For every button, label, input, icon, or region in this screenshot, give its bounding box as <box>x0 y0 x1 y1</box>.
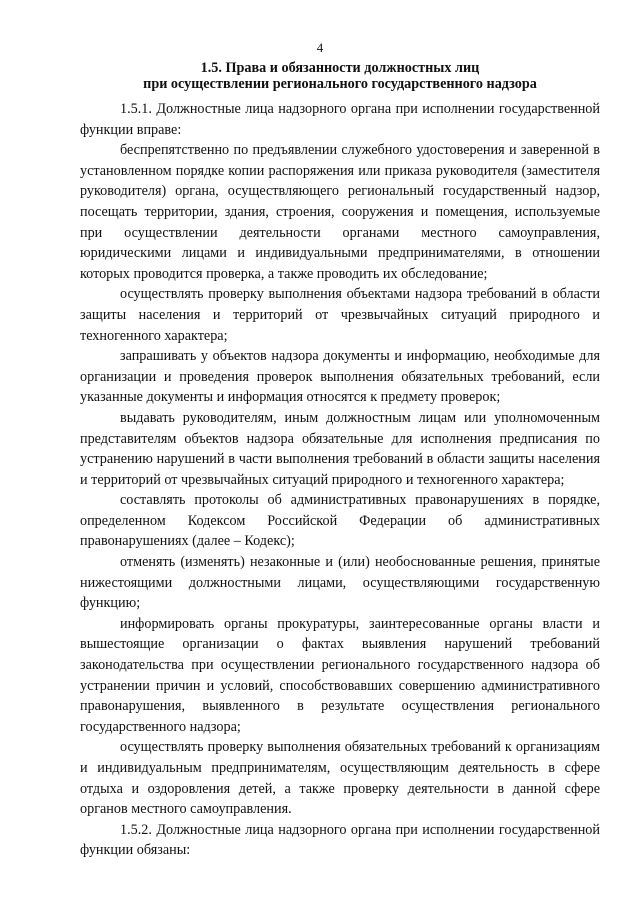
section-heading <box>80 60 600 92</box>
paragraph-child-recreation: осуществлять проверку выполнения обязательных требований к организациям и индивидуальным предпринимателям, осуществляющим деятельность в сфере отдыха и оздоровления детей, а также проверку деятельности в данной сфере органов местного самоуправления. <box>80 739 600 818</box>
paragraph-inform-authorities: информировать органы прокуратуры, заинтересованные органы власти и вышестоящие организации о фактах выявления нарушений требований законодательства при осуществлении регионального государственного надзора об устранении причин и условий, способствовавших совершению административного правонарушения, выявленного в результате осуществления регионального государственного надзора; <box>80 615 600 735</box>
paragraph-inspection: осуществлять проверку выполнения объектами надзора требований в области защиты населения и территорий от чрезвычайных ситуаций природного и техногенного характера; <box>80 286 600 344</box>
paragraph-issue-orders: выдавать руководителям, иным должностным лицам или уполномоченным представителям объектов надзора обязательные для исполнения предписания по устранению нарушений в части выполнения требований в области защиты населения и территорий от чрезвычайных ситуаций природного и техногенного характера; <box>80 409 600 488</box>
paragraph-protocols: составлять протоколы об административных правонарушениях в порядке, определенном Кодексом Российской Федерации об административных правонарушениях (далее – Кодекс); <box>80 492 600 550</box>
paragraph-access-rights: беспрепятственно по предъявлении служебного удостоверения и заверенной в установленном порядке копии распоряжения или приказа руководителя (заместителя руководителя) органа, осуществляющего региональный государственный надзор, посещать территории, здания, строения, сооружения и помещения, используемые при осуществлении деятельности органами местного самоуправления, юридическими лицами и индивидуальными предпринимателями, в отношении которых проводится проверка, а также проводить их обследование; <box>80 142 600 282</box>
heading-line-2: при осуществлении регионального государственного надзора <box>143 76 537 92</box>
paragraph-1-5-1: 1.5.1. Должностные лица надзорного органа при исполнении государственной функции вправе: <box>80 101 600 138</box>
heading-line-1: 1.5. Права и обязанности должностных лиц <box>200 60 480 76</box>
section-body <box>80 99 600 861</box>
page-number: 4 <box>316 40 324 55</box>
paragraph-1-5-2: 1.5.2. Должностные лица надзорного органа при исполнении государственной функции обязаны: <box>80 821 600 859</box>
paragraph-request-documents: запрашивать у объектов надзора документы и информацию, необходимые для организации и проведения проверок выполнения обязательных требований, если указанные документы и информация относятся к предмету проверок; <box>80 348 600 406</box>
paragraph-cancel-decisions: отменять (изменять) незаконные и (или) необоснованные решения, принятые нижестоящими должностными лицами, осуществляющими государственную функцию; <box>80 554 600 612</box>
